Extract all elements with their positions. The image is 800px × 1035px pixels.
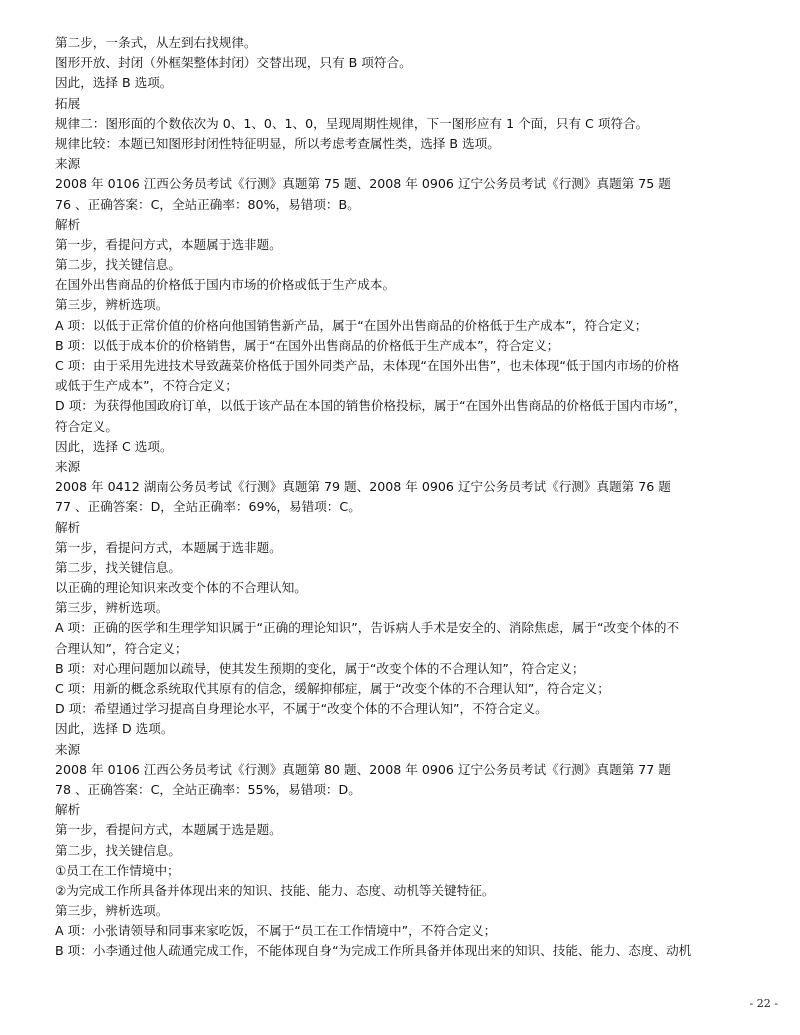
- text-line: 第三步，辨析选项。: [55, 600, 169, 616]
- text-line: 因此，选择 B 选项。: [55, 75, 173, 91]
- text-line: 第一步，看提问方式，本题属于选非题。: [55, 539, 282, 555]
- text-line: 第一步，看提问方式，本题属于选是题。: [55, 822, 282, 838]
- text-line: D 项：为获得他国政府订单，以低于该产品在本国的销售价格投标，属于“在国外出售商品的价格低于国内市场”，: [55, 398, 687, 414]
- page-number: - 22 -: [749, 997, 778, 1010]
- text-line: 或低于生产成本”，不符合定义；: [55, 378, 238, 394]
- text-line: 来源: [55, 741, 81, 757]
- text-line: B 项：小李通过他人疏通完成工作，不能体现自身“为完成工作所具备并体现出来的知识、技能、能力、态度、动机: [55, 943, 692, 959]
- text-line: 2008 年 0106 江西公务员考试《行测》真题第 75 题、2008 年 0906 辽宁公务员考试《行测》真题第 75 题: [55, 176, 671, 192]
- text-line: 规律二：图形面的个数依次为 0、1、0、1、0，呈现周期性规律，下一图形应有 1 个面，只有 C 项符合。: [55, 115, 649, 131]
- text-line: B 项：对心理问题加以疏导，使其发生预期的变化，属于“改变个体的不合理认知”，符合定义；: [55, 660, 585, 676]
- text-line: A 项：小张请领导和同事来家吃饭，不属于“员工在工作情境中”，不符合定义；: [55, 923, 497, 939]
- text-line: ①员工在工作情境中；: [55, 862, 180, 878]
- text-line: 拓展: [55, 95, 81, 111]
- text-line: 第二步，一条式，从左到右找规律。: [55, 35, 257, 50]
- text-line: 第二步，找关键信息。: [55, 559, 181, 575]
- text-line: 来源: [55, 156, 81, 172]
- text-line: ②为完成工作所具备并体现出来的知识、技能、能力、态度、动机等关键特征。: [55, 882, 495, 898]
- text-line: A 项：以低于正常价值的价格向他国销售新产品，属于“在国外出售商品的价格低于生产成本”，符合定义；: [55, 317, 648, 333]
- text-line: 第一步，看提问方式，本题属于选非题。: [55, 236, 282, 252]
- text-line: 以正确的理论知识来改变个体的不合理认知。: [55, 580, 307, 596]
- text-line: D 项：希望通过学习提高自身理论水平，不属于“改变个体的不合理认知”，不符合定义。: [55, 701, 548, 717]
- text-line: 78 、正确答案：C，全站正确率：55%，易错项：D。: [55, 781, 361, 797]
- text-line: 77 、正确答案：D，全站正确率：69%，易错项：C。: [55, 499, 361, 515]
- text-line: A 项：正确的医学和生理学知识属于“正确的理论知识”，告诉病人手术是安全的、消除焦虑，属于“改变个体的不: [55, 620, 680, 636]
- text-line: 第三步，辨析选项。: [55, 903, 169, 919]
- text-line: 合理认知”，符合定义；: [55, 640, 188, 656]
- text-line: 解析: [55, 216, 81, 232]
- text-line: 因此，选择 D 选项。: [55, 721, 174, 737]
- text-line: 2008 年 0106 江西公务员考试《行测》真题第 80 题、2008 年 0906 辽宁公务员考试《行测》真题第 77 题: [55, 761, 671, 777]
- text-line: 76 、正确答案：C，全站正确率：80%，易错项：B。: [55, 196, 360, 212]
- text-line: 在国外出售商品的价格低于国内市场的价格或低于生产成本。: [55, 277, 396, 293]
- text-line: 因此，选择 C 选项。: [55, 438, 173, 454]
- text-line: 符合定义。: [55, 418, 118, 434]
- text-line: 第二步，找关键信息。: [55, 842, 181, 858]
- text-line: 图形开放、封闭（外框架整体封闭）交替出现，只有 B 项符合。: [55, 55, 412, 71]
- text-line: 解析: [55, 802, 81, 818]
- document-body: [55, 33, 760, 962]
- text-line: C 项：用新的概念系统取代其原有的信念，缓解抑郁症，属于“改变个体的不合理认知”，符合定义；: [55, 681, 610, 696]
- text-line: C 项：由于采用先进技术导致蔬菜价格低于国外同类产品，未体现“在国外出售”，也未体现“低于国内市场的价格: [55, 358, 680, 373]
- text-line: 2008 年 0412 湖南公务员考试《行测》真题第 79 题、2008 年 0906 辽宁公务员考试《行测》真题第 76 题: [55, 479, 671, 495]
- text-line: B 项：以低于成本价的价格销售，属于“在国外出售商品的价格低于生产成本”，符合定义；: [55, 337, 560, 353]
- text-line: 第二步，找关键信息。: [55, 257, 181, 273]
- text-line: 来源: [55, 458, 81, 474]
- text-line: 解析: [55, 519, 81, 535]
- text-line: 第三步，辨析选项。: [55, 297, 169, 313]
- text-line: 规律比较：本题已知图形封闭性特征明显，所以考虑考查属性类，选择 B 选项。: [55, 135, 500, 151]
